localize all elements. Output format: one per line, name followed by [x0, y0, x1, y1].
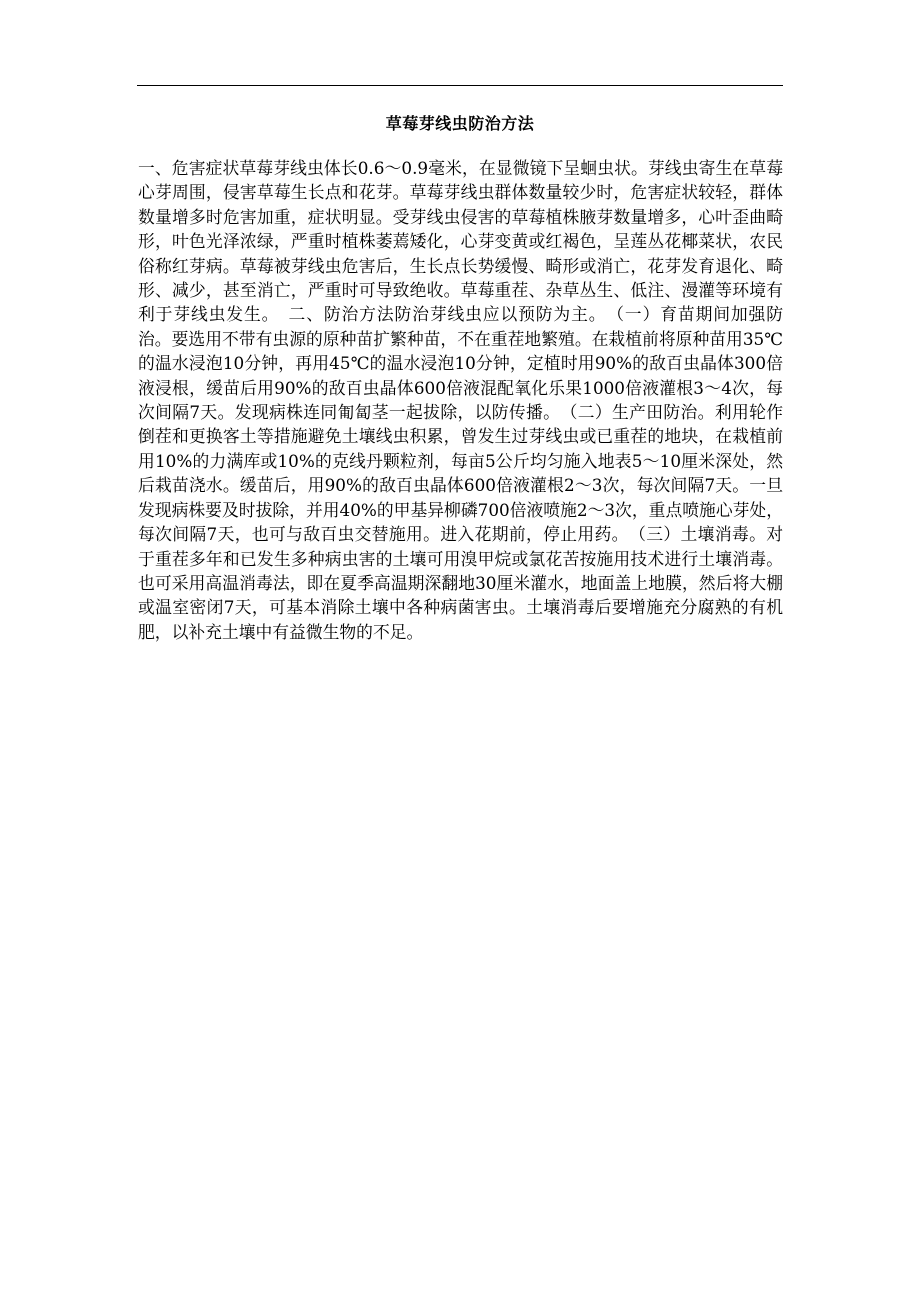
- document-title: 草莓芽线虫防治方法: [385, 114, 535, 133]
- header-rule: [137, 85, 783, 86]
- document-body: 一、危害症状草莓芽线虫体长0.6～0.9毫米，在显微镜下呈蛔虫状。芽线虫寄生在草莓心芽周围，侵害草莓生长点和花芽。草莓芽线虫群体数量较少时，危害症状较轻，群体数量增多时危害加重，症状明显。受芽线虫侵害的草莓植株腋芽数量增多，心叶歪曲畸形，叶色光泽浓绿，严重时植株萎蔫矮化，心芽变黄或红褐色，呈莲丛花椰菜状，农民俗称红芽病。草莓被芽线虫危害后，生长点长势缓慢、畸形或消亡，花芽发育退化、畸形、减少，甚至消亡，严重时可导致绝收。草莓重茬、杂草丛生、低注、漫灌等环境有利于芽线虫发生。 二、防治方法防治芽线虫应以预防为主。 （一）育苗期间加强防治。要选用不带有虫源的原种苗扩繁种苗，不在重茬地繁殖。在栽植前将原种苗用35℃的温水浸泡10分钟，再用45℃的温水浸泡10分钟，定植时用90%的敌百虫晶体300倍液浸根，缓苗后用90%的敌百虫晶体600倍液混配氧化乐果1000倍液灌根3～4次，每次间隔7天。发现病株连同匍匐茎一起拔除，以防传播。 （二）生产田防治。利用轮作倒茬和更换客土等措施避免土壤线虫积累，曾发生过芽线虫或已重茬的地块，在栽植前用10%的力满库或10%的克线丹颗粒剂，每亩5公斤均匀施入地表5～10厘米深处，然后栽苗浇水。缓苗后，用90%的敌百虫晶体600倍液灌根2～3次，每次间隔7天。一旦发现病株要及时拔除，并用40%的甲基异柳磷700倍液喷施2～3次，重点喷施心芽处，每次间隔7天，也可与敌百虫交替施用。进入花期前，停止用药。 （三）土壤消毒。对于重茬多年和已发生多种病虫害的土壤可用溴甲烷或氯花苦按施用技术进行土壤消毒。也可采用高温消毒法，即在夏季高温期深翻地30厘米灌水，地面盖上地膜，然后将大棚或温室密闭7天，可基本消除土壤中各种病菌害虫。土壤消毒后要增施充分腐熟的有机肥，以补充土壤中有益微生物的不足。: [138, 158, 783, 642]
